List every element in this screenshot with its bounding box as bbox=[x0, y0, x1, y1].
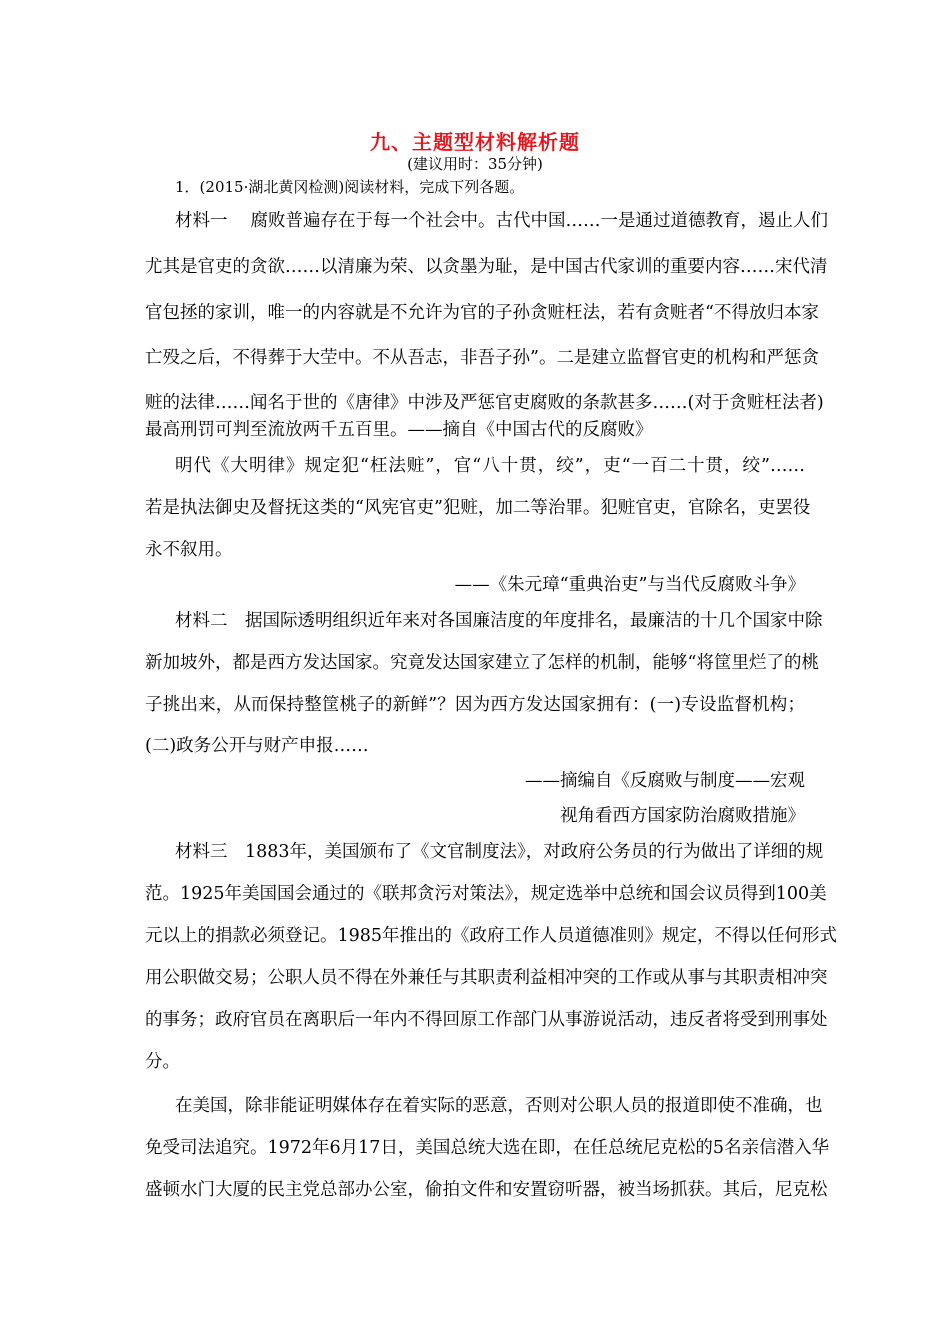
text-line: 范。1925年美国国会通过的《联邦贪污对策法》，规定选举中总统和国会议员得到100美 bbox=[145, 884, 827, 904]
text-line: (二)政务公开与财产申报…… bbox=[145, 736, 369, 756]
time-suggestion: (建议用时：35分钟) bbox=[407, 155, 543, 173]
text-line: 材料一 腐败普遍存在于每一个社会中。古代中国……一是通过道德教育，遏止人们 bbox=[175, 211, 829, 231]
text-line: 用公职做交易；公职人员不得在外兼任与其职责利益相冲突的工作或从事与其职责相冲突 bbox=[145, 968, 828, 988]
text-line: 官包拯的家训，唯一的内容就是不允许为官的子孙贪赃枉法，若有贪赃者“不得放归本家 bbox=[145, 303, 819, 323]
text-line: 的事务；政府官员在离职后一年内不得回原工作部门从事游说活动，违反者将受到刑事处 bbox=[145, 1010, 828, 1030]
text-line: 材料三 1883年，美国颁布了《文官制度法》，对政府公务员的行为做出了详细的规 bbox=[175, 842, 824, 862]
text-line: 尤其是官吏的贪欲……以清廉为荣、以贪墨为耻，是中国古代家训的重要内容……宋代清 bbox=[145, 257, 828, 277]
text-line: 若是执法御史及督抚这类的“风宪官吏”犯赃，加二等治罪。犯赃官吏，官除名，吏罢役 bbox=[145, 498, 811, 518]
text-line: 新加坡外，都是西方发达国家。究竟发达国家建立了怎样的机制，能够“将筐里烂了的桃 bbox=[145, 653, 819, 673]
text-line: 元以上的捐款必须登记。1985年推出的《政府工作人员道德准则》规定，不得以任何形式 bbox=[145, 926, 838, 946]
text-line: 明代《大明律》规定犯“枉法赃”，官“八十贯，绞”，吏“一百二十贯，绞”…… bbox=[175, 456, 805, 476]
text-line: 免受司法追究。1972年6月17日，美国总统大选在即，在任总统尼克松的5名亲信潜入华 bbox=[145, 1138, 830, 1158]
text-line: 最高刑罚可判至流放两千五百里。——摘自《中国古代的反腐败》 bbox=[145, 420, 653, 440]
page-title: 九、主题型材料解析题 bbox=[370, 130, 580, 154]
text-line: 子挑出来，从而保持整筐桃子的新鲜”？因为西方发达国家拥有：(一)专设监督机构； bbox=[145, 695, 805, 715]
question-stem: 1．(2015·湖北黄冈检测)阅读材料，完成下列各题。 bbox=[175, 178, 525, 196]
text-line: 在美国，除非能证明媒体存在着实际的恶意，否则对公职人员的报道即使不准确，也 bbox=[175, 1096, 823, 1116]
text-line: 永不叙用。 bbox=[145, 540, 233, 560]
citation: ——《朱元璋“重典治吏”与当代反腐败斗争》 bbox=[454, 575, 805, 595]
text-line: 盛顿水门大厦的民主党总部办公室，偷拍文件和安置窃听器，被当场抓获。其后，尼克松 bbox=[145, 1180, 828, 1200]
text-line: 分。 bbox=[145, 1052, 180, 1072]
citation: 视角看西方国家防治腐败措施》 bbox=[560, 806, 805, 826]
text-line: 材料二 据国际透明组织近年来对各国廉洁度的年度排名，最廉洁的十几个国家中除 bbox=[175, 611, 823, 631]
text-line: 亡殁之后，不得葬于大茔中。不从吾志，非吾子孙”。二是建立监督官吏的机构和严惩贪 bbox=[145, 348, 819, 368]
citation: ——摘编自《反腐败与制度——宏观 bbox=[525, 771, 805, 791]
text-line: 赃的法律……闻名于世的《唐律》中涉及严惩官吏腐败的条款甚多……(对于贪赃枉法者) bbox=[145, 393, 824, 413]
